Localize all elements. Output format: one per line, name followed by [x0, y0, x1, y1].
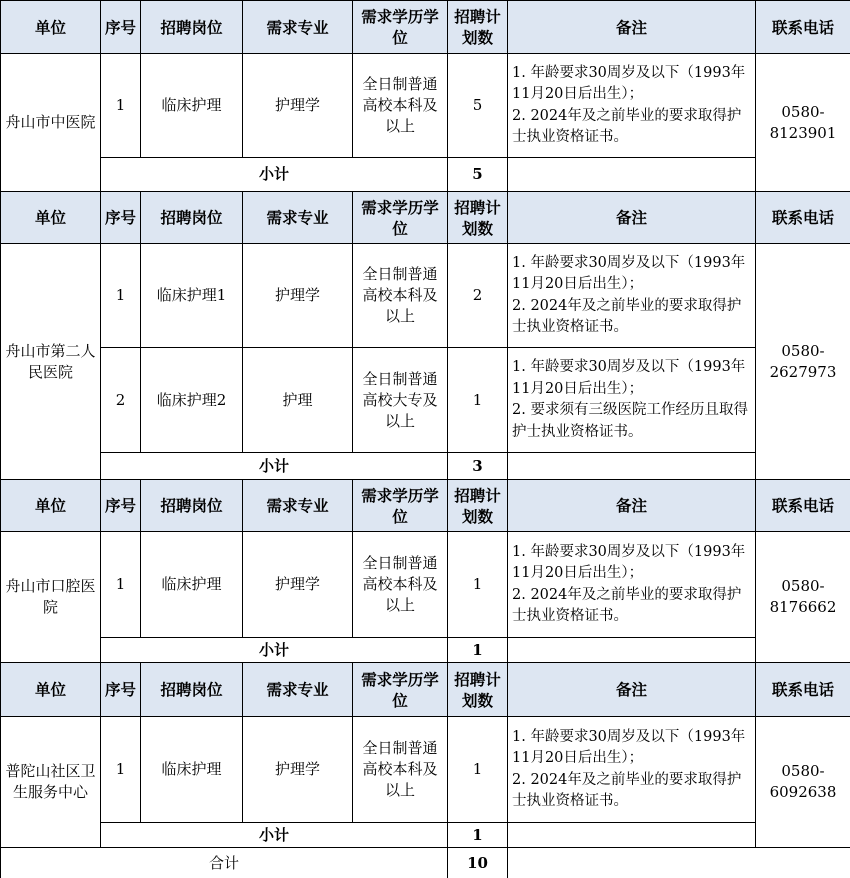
header-position: 招聘岗位	[141, 663, 243, 717]
header-note: 备注	[508, 1, 756, 54]
header-row	[1, 663, 850, 717]
table-row	[1, 244, 850, 348]
header-seq: 序号	[101, 192, 141, 244]
header-major: 需求专业	[243, 192, 353, 244]
header-position: 招聘岗位	[141, 1, 243, 54]
header-seq: 序号	[101, 480, 141, 532]
row-position: 临床护理	[141, 54, 243, 158]
header-education: 需求学历学位	[353, 480, 448, 532]
subtotal-value: 5	[448, 158, 508, 192]
subtotal-label: 小计	[101, 823, 448, 848]
note-line-2: 2. 要求须有三级医院工作经历且取得护士执业资格证书。	[512, 402, 748, 440]
unit-name: 舟山市口腔医院	[1, 532, 101, 663]
unit-phone: 0580-6092638	[756, 717, 850, 848]
row-seq: 2	[101, 348, 141, 453]
subtotal-label: 小计	[101, 638, 448, 663]
row-education: 全日制普通高校本科及以上	[353, 244, 448, 348]
unit-phone: 0580-8123901	[756, 54, 850, 192]
row-note	[508, 532, 756, 638]
subtotal-value: 1	[448, 823, 508, 848]
row-position: 临床护理1	[141, 244, 243, 348]
header-row	[1, 480, 850, 532]
row-major: 护理学	[243, 532, 353, 638]
subtotal-row	[1, 453, 850, 480]
header-phone: 联系电话	[756, 1, 850, 54]
subtotal-value: 3	[448, 453, 508, 480]
header-note: 备注	[508, 663, 756, 717]
row-seq: 1	[101, 54, 141, 158]
row-education: 全日制普通高校大专及以上	[353, 348, 448, 453]
row-count: 1	[448, 717, 508, 823]
subtotal-note-blank	[508, 638, 756, 663]
header-count: 招聘计划数	[448, 663, 508, 717]
subtotal-note-blank	[508, 823, 756, 848]
subtotal-note-blank	[508, 453, 756, 480]
header-position: 招聘岗位	[141, 480, 243, 532]
header-count: 招聘计划数	[448, 1, 508, 54]
total-blank	[508, 848, 850, 878]
table-row	[1, 532, 850, 638]
note-line-2: 2. 2024年及之前毕业的要求取得护士执业资格证书。	[512, 107, 742, 145]
unit-name: 普陀山社区卫生服务中心	[1, 717, 101, 848]
row-position: 临床护理2	[141, 348, 243, 453]
header-major: 需求专业	[243, 663, 353, 717]
note-line-1: 1. 年龄要求30周岁及以下（1993年11月20日后出生）；	[512, 64, 746, 102]
note-line-1: 1. 年龄要求30周岁及以下（1993年11月20日后出生）；	[512, 359, 746, 397]
unit-phone: 0580-8176662	[756, 532, 850, 663]
row-education: 全日制普通高校本科及以上	[353, 717, 448, 823]
header-phone: 联系电话	[756, 192, 850, 244]
note-line-1: 1. 年龄要求30周岁及以下（1993年11月20日后出生）；	[512, 728, 746, 766]
row-count: 5	[448, 54, 508, 158]
header-major: 需求专业	[243, 480, 353, 532]
row-major: 护理学	[243, 244, 353, 348]
row-education: 全日制普通高校本科及以上	[353, 54, 448, 158]
subtotal-value: 1	[448, 638, 508, 663]
unit-name: 舟山市第二人民医院	[1, 244, 101, 480]
unit-phone: 0580-2627973	[756, 244, 850, 480]
subtotal-row	[1, 158, 850, 192]
row-education: 全日制普通高校本科及以上	[353, 532, 448, 638]
header-unit: 单位	[1, 480, 101, 532]
header-row	[1, 192, 850, 244]
subtotal-row	[1, 638, 850, 663]
note-line-1: 1. 年龄要求30周岁及以下（1993年11月20日后出生）；	[512, 543, 746, 581]
note-line-2: 2. 2024年及之前毕业的要求取得护士执业资格证书。	[512, 586, 742, 624]
header-seq: 序号	[101, 663, 141, 717]
header-education: 需求学历学位	[353, 192, 448, 244]
header-education: 需求学历学位	[353, 1, 448, 54]
header-row	[1, 1, 850, 54]
header-count: 招聘计划数	[448, 480, 508, 532]
header-phone: 联系电话	[756, 663, 850, 717]
row-seq: 1	[101, 532, 141, 638]
subtotal-label: 小计	[101, 158, 448, 192]
table-row	[1, 54, 850, 158]
row-seq: 1	[101, 244, 141, 348]
row-note	[508, 348, 756, 453]
header-phone: 联系电话	[756, 480, 850, 532]
note-line-2: 2. 2024年及之前毕业的要求取得护士执业资格证书。	[512, 771, 742, 809]
row-major: 护理	[243, 348, 353, 453]
table-row	[1, 348, 850, 453]
note-line-2: 2. 2024年及之前毕业的要求取得护士执业资格证书。	[512, 297, 742, 335]
row-count: 1	[448, 532, 508, 638]
row-count: 1	[448, 348, 508, 453]
row-major: 护理学	[243, 54, 353, 158]
total-row	[1, 848, 850, 878]
row-note	[508, 244, 756, 348]
header-unit: 单位	[1, 1, 101, 54]
row-note	[508, 54, 756, 158]
row-seq: 1	[101, 717, 141, 823]
header-seq: 序号	[101, 1, 141, 54]
table-row	[1, 717, 850, 823]
header-unit: 单位	[1, 663, 101, 717]
row-position: 临床护理	[141, 532, 243, 638]
row-note	[508, 717, 756, 823]
header-major: 需求专业	[243, 1, 353, 54]
header-position: 招聘岗位	[141, 192, 243, 244]
subtotal-row	[1, 823, 850, 848]
unit-name: 舟山市中医院	[1, 54, 101, 192]
header-unit: 单位	[1, 192, 101, 244]
header-count: 招聘计划数	[448, 192, 508, 244]
row-position: 临床护理	[141, 717, 243, 823]
header-note: 备注	[508, 480, 756, 532]
row-major: 护理学	[243, 717, 353, 823]
header-note: 备注	[508, 192, 756, 244]
total-value: 10	[448, 848, 508, 878]
note-line-1: 1. 年龄要求30周岁及以下（1993年11月20日后出生）；	[512, 254, 746, 292]
subtotal-note-blank	[508, 158, 756, 192]
header-education: 需求学历学位	[353, 663, 448, 717]
subtotal-label: 小计	[101, 453, 448, 480]
row-count: 2	[448, 244, 508, 348]
total-label: 合计	[1, 848, 448, 878]
